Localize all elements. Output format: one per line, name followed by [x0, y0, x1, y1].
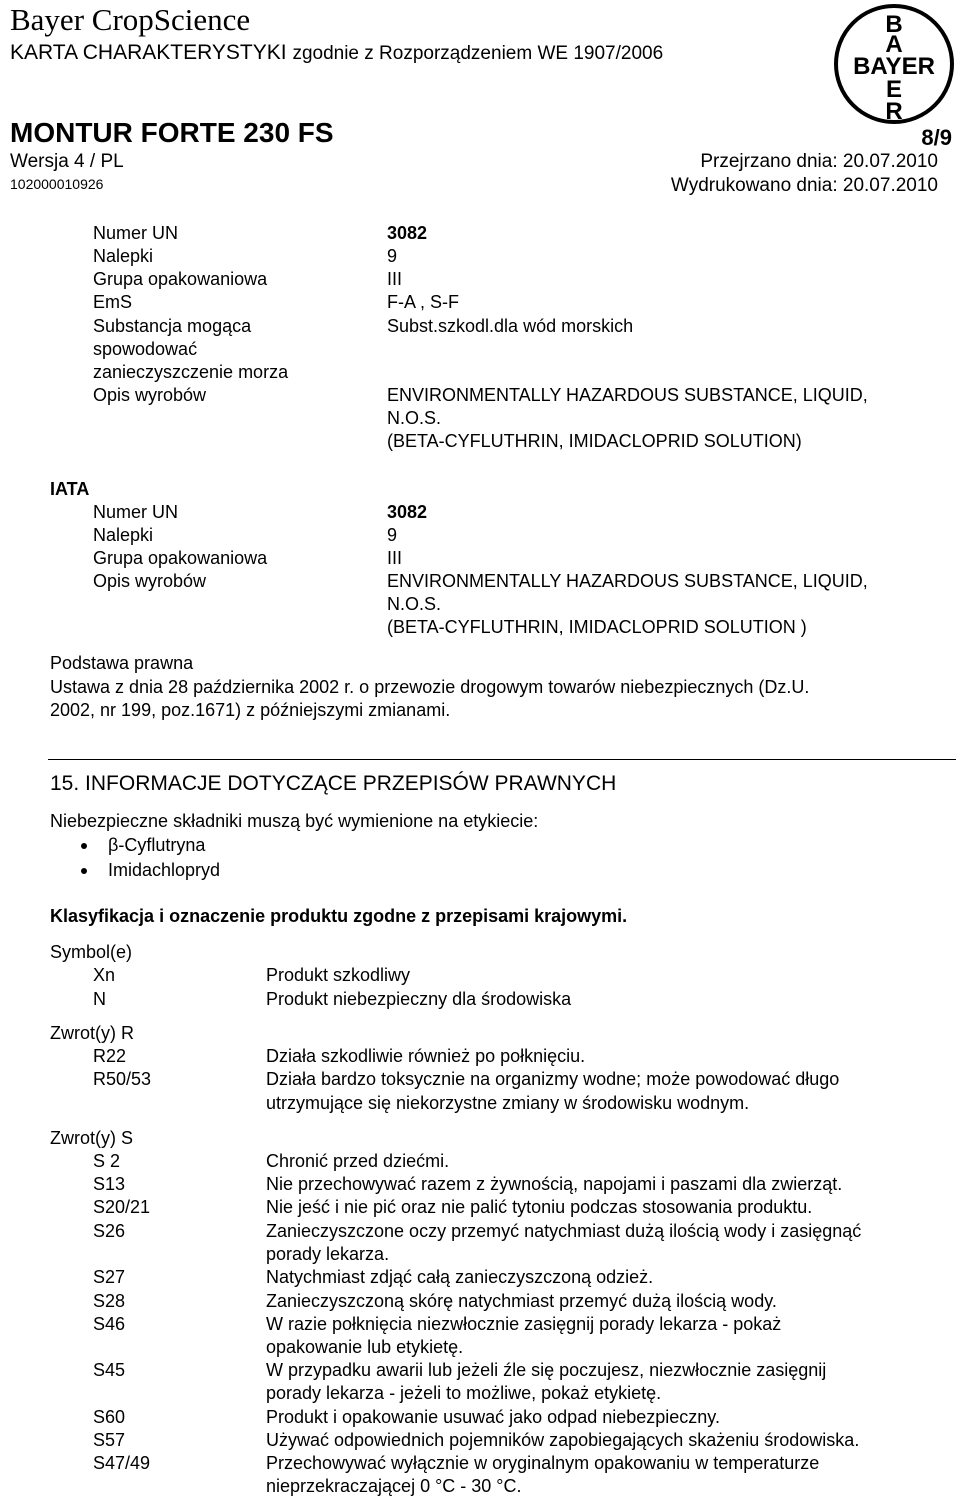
s-phrase-text: W razie połknięcia niezwłocznie zasięgnij porady lekarza - pokaż: [266, 1314, 782, 1334]
svg-text:R: R: [885, 98, 903, 125]
s-phrase-text-cont: porady lekarza.: [266, 1244, 390, 1264]
r-phrase-text: Działa bardzo toksycznie na organizmy wodne; może powodować długo: [266, 1069, 840, 1089]
s-phrase-code: S57: [93, 1430, 126, 1450]
s-phrase-text: Chronić przed dziećmi.: [266, 1151, 450, 1171]
product-name: MONTUR FORTE 230 FS: [10, 117, 334, 148]
printed-date: Wydrukowano dnia: 20.07.2010: [670, 175, 938, 196]
s-phrase-text-cont: nieprzekraczającej 0 °C - 30 °C.: [266, 1476, 522, 1496]
s-phrase-text: W przypadku awarii lub jeżeli źle się poczujesz, niezwłocznie zasięgnij: [266, 1360, 827, 1380]
symbols-title: Symbol(e): [50, 942, 133, 962]
section-15-intro: Niebezpieczne składniki muszą być wymienione na etykiecie:: [50, 811, 539, 831]
symbol-text: Produkt niebezpieczny dla środowiska: [266, 989, 572, 1009]
iata-un-number-value: 3082: [387, 502, 428, 522]
iata-packing-group-label: Grupa opakowaniowa: [93, 548, 268, 568]
un-number-label: Numer UN: [93, 223, 179, 243]
document-type-label: KARTA CHARAKTERYSTYKI: [10, 41, 287, 64]
s-phrase-code: S45: [93, 1360, 126, 1380]
r-phrase-text: Działa szkodliwie również po połknięciu.: [266, 1046, 586, 1066]
s-phrase-code: S47/49: [93, 1453, 151, 1473]
labels-value: 9: [387, 246, 398, 266]
packing-group-value: III: [387, 269, 403, 289]
r-phrases-title: Zwrot(y) R: [50, 1023, 134, 1043]
marine-pollutant-label-2: spowodować: [93, 339, 198, 359]
s-phrase-code: S27: [93, 1267, 126, 1287]
r-phrase-text-cont: utrzymujące się niekorzystne zmiany w środowisku wodnym.: [266, 1093, 750, 1113]
iata-labels-value: 9: [387, 525, 398, 545]
iata-un-number-label: Numer UN: [93, 502, 179, 522]
s-phrase-text: Zanieczyszczone oczy przemyć natychmiast dużą ilością wody i zasięgnąć: [266, 1221, 862, 1241]
svg-text:E: E: [885, 76, 903, 103]
section-15-title: 15. INFORMACJE DOTYCZĄCE PRZEPISÓW PRAWNYCH: [50, 772, 617, 795]
packing-group-label: Grupa opakowaniowa: [93, 269, 268, 289]
bayer-logo: [832, 2, 956, 126]
document-code: 102000010926: [10, 176, 104, 192]
document-type: [10, 41, 663, 65]
company-name: Bayer CropScience: [10, 2, 251, 37]
s-phrase-code: S28: [93, 1291, 126, 1311]
iata-packing-group-value: III: [387, 548, 403, 568]
s-phrase-code: S26: [93, 1221, 126, 1241]
s-phrase-text: Natychmiast zdjąć całą zanieczyszczoną odzież.: [266, 1267, 654, 1287]
labels-label: Nalepki: [93, 246, 154, 266]
r-phrase-code: R50/53: [93, 1069, 152, 1089]
s-phrase-text: Używać odpowiednich pojemników zapobiegających skażeniu środowiska.: [266, 1430, 860, 1450]
s-phrase-text-cont: porady lekarza - jeżeli to możliwe, pokaż etykietę.: [266, 1383, 662, 1403]
svg-text:A: A: [885, 31, 903, 58]
s-phrase-code: S 2: [93, 1151, 121, 1171]
ingredient-2: Imidachlopryd: [108, 860, 221, 880]
s-phrase-text: Nie przechowywać razem z żywnością, napojami i paszami dla zwierząt.: [266, 1174, 843, 1194]
s-phrase-code: S46: [93, 1314, 126, 1334]
ems-label: EmS: [93, 292, 133, 312]
description-line-3: (BETA-CYFLUTHRIN, IMIDACLOPRID SOLUTION): [387, 431, 802, 451]
s-phrase-text: Zanieczyszczoną skórę natychmiast przemyć dużą ilością wody.: [266, 1291, 777, 1311]
s-phrases-title: Zwrot(y) S: [50, 1128, 133, 1148]
s-phrase-code: S60: [93, 1407, 126, 1427]
marine-pollutant-label-3: zanieczyszczenie morza: [93, 362, 289, 382]
regulation: zgodnie z Rozporządzeniem WE 1907/2006: [292, 43, 664, 64]
description-label: Opis wyrobów: [93, 385, 207, 405]
checked-date: Przejrzano dnia: 20.07.2010: [700, 151, 938, 172]
classification-heading: Klasyfikacja i oznaczenie produktu zgodne z przepisami krajowymi.: [50, 906, 628, 926]
iata-description-label: Opis wyrobów: [93, 571, 207, 591]
symbol-code: Xn: [93, 965, 116, 985]
legal-basis-line-2: 2002, nr 199, poz.1671) z późniejszymi zmianami.: [50, 700, 451, 720]
un-number-value: 3082: [387, 223, 428, 243]
s-phrase-text: Nie jeść i nie pić oraz nie palić tytoniu podczas stosowania produktu.: [266, 1197, 813, 1217]
legal-basis-line-1: Ustawa z dnia 28 października 2002 r. o przewozie drogowym towarów niebezpiecznych (Dz.U.: [50, 677, 810, 697]
r-phrase-code: R22: [93, 1046, 127, 1066]
iata-labels-label: Nalepki: [93, 525, 154, 545]
description-line-1: ENVIRONMENTALLY HAZARDOUS SUBSTANCE, LIQUID,: [387, 385, 868, 405]
ems-value: F-A , S-F: [387, 292, 459, 312]
s-phrase-code: S20/21: [93, 1197, 151, 1217]
iata-description-line-1: ENVIRONMENTALLY HAZARDOUS SUBSTANCE, LIQUID,: [387, 571, 868, 591]
iata-description-line-2: N.O.S.: [387, 594, 442, 614]
bullet-icon: [81, 868, 87, 874]
version: Wersja 4 / PL: [10, 151, 124, 172]
bullet-icon: [81, 843, 87, 849]
iata-title: IATA: [50, 479, 90, 499]
s-phrase-text: Przechowywać wyłącznie w oryginalnym opakowaniu w temperaturze: [266, 1453, 820, 1473]
svg-text:BAYER: BAYER: [853, 53, 935, 80]
s-phrase-code: S13: [93, 1174, 126, 1194]
marine-pollutant-label-1: Substancja mogąca: [93, 316, 252, 336]
symbol-text: Produkt szkodliwy: [266, 965, 411, 985]
iata-description-line-3: (BETA-CYFLUTHRIN, IMIDACLOPRID SOLUTION ): [387, 617, 807, 637]
symbol-code: N: [93, 989, 106, 1009]
legal-basis-title: Podstawa prawna: [50, 653, 194, 673]
page-number: 8/9: [921, 125, 952, 150]
marine-pollutant-value: Subst.szkodl.dla wód morskich: [387, 316, 634, 336]
ingredient-1: β-Cyflutryna: [108, 835, 206, 855]
description-line-2: N.O.S.: [387, 408, 442, 428]
s-phrase-text-cont: opakowanie lub etykietę.: [266, 1337, 464, 1357]
s-phrase-text: Produkt i opakowanie usuwać jako odpad niebezpieczny.: [266, 1407, 720, 1427]
section-divider: [48, 759, 956, 760]
svg-text:B: B: [885, 11, 903, 38]
